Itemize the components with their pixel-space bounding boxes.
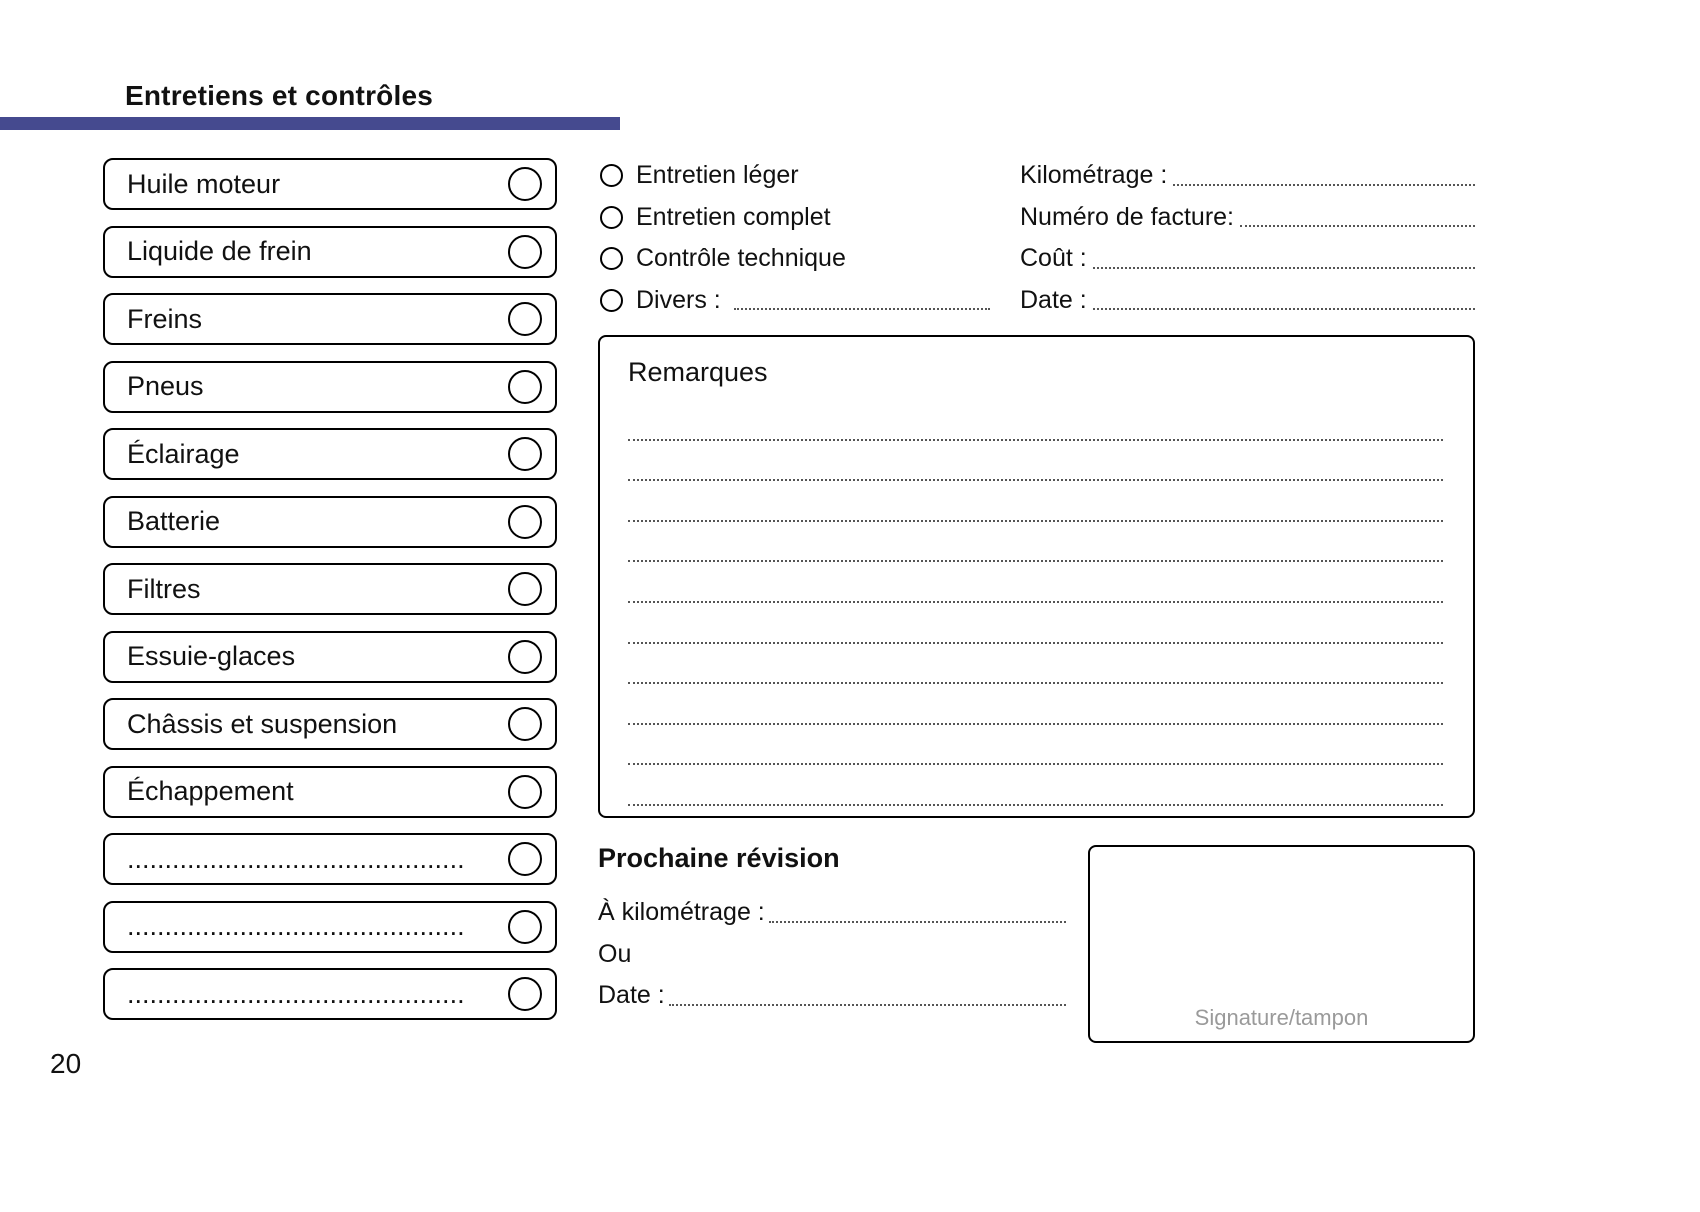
remarks-writing-line[interactable]: [628, 765, 1443, 806]
check-circle[interactable]: [508, 910, 542, 944]
checklist-item-label: .............................................: [127, 911, 465, 941]
checklist-item: [103, 496, 557, 548]
checklist-item: [103, 158, 557, 210]
option-entretien-leger: [600, 155, 990, 197]
option-label: Entretien complet: [636, 202, 831, 231]
remarks-writing-line[interactable]: [628, 603, 1443, 644]
field-date: [1020, 280, 1475, 322]
radio-circle[interactable]: [600, 289, 623, 312]
checklist-item-label: .............................................: [127, 843, 465, 874]
field-next-kilometrage: [598, 892, 1066, 934]
field-label: Kilométrage :: [1020, 161, 1168, 190]
field-label: Numéro de facture:: [1020, 202, 1234, 231]
field-kilometrage: [1020, 155, 1475, 197]
checklist-item-label: Châssis et suspension: [127, 708, 398, 739]
checklist-item: [103, 968, 557, 1020]
title-accent-bar: [0, 117, 620, 130]
option-label: Contrôle technique: [636, 244, 846, 273]
option-entretien-complet: [600, 197, 990, 239]
check-circle[interactable]: [508, 572, 542, 606]
checklist-item: [103, 226, 557, 278]
field-label: À kilométrage :: [598, 898, 765, 927]
option-divers: [600, 280, 990, 322]
checklist-item-label: Freins: [127, 303, 203, 334]
radio-circle[interactable]: [600, 206, 623, 229]
remarks-writing-line[interactable]: [628, 481, 1443, 522]
next-date-input-line[interactable]: [669, 1004, 1066, 1006]
checklist-item-label: Essuie-glaces: [127, 641, 296, 671]
remarks-writing-line[interactable]: [628, 400, 1443, 441]
service-type-options: [600, 155, 990, 321]
next-revision-section: [598, 843, 1066, 1017]
checklist-item: [103, 631, 557, 683]
check-circle[interactable]: [508, 775, 542, 809]
check-circle[interactable]: [508, 437, 542, 471]
checklist-item-label: Pneus: [127, 371, 204, 401]
checklist-item: [103, 361, 557, 413]
page-number: 20: [50, 1048, 82, 1079]
checklist-item-label: Échappement: [127, 776, 294, 806]
field-next-date: [598, 975, 1066, 1017]
inspection-checklist: [103, 158, 557, 1020]
cout-input-line[interactable]: [1093, 267, 1475, 269]
or-label: Ou: [598, 939, 632, 968]
field-cout: [1020, 238, 1475, 280]
date-input-line[interactable]: [1093, 308, 1475, 310]
radio-circle[interactable]: [600, 247, 623, 270]
checklist-item: [103, 428, 557, 480]
or-label-row: [598, 934, 1066, 976]
check-circle[interactable]: [508, 640, 542, 674]
checklist-item: [103, 563, 557, 615]
kilometrage-input-line[interactable]: [1173, 184, 1475, 186]
remarks-writing-line[interactable]: [628, 562, 1443, 603]
checklist-item-label: Filtres: [127, 573, 201, 604]
check-circle[interactable]: [508, 505, 542, 539]
remarks-title: Remarques: [628, 357, 768, 387]
remarks-writing-line[interactable]: [628, 684, 1443, 725]
remarks-writing-line[interactable]: [628, 725, 1443, 766]
option-label: Divers :: [636, 285, 721, 314]
check-circle[interactable]: [508, 167, 542, 201]
checklist-item: [103, 698, 557, 750]
field-label: Date :: [1020, 285, 1087, 314]
remarks-lines: [628, 400, 1443, 806]
remarks-writing-line[interactable]: [628, 644, 1443, 685]
remarks-writing-line[interactable]: [628, 522, 1443, 563]
checklist-item-label: Liquide de frein: [127, 236, 312, 266]
next-revision-title: Prochaine révision: [598, 843, 840, 873]
checklist-item: [103, 901, 557, 953]
signature-box: [1088, 845, 1475, 1043]
option-label: Entretien léger: [636, 161, 799, 190]
checklist-item-label: .............................................: [127, 978, 465, 1009]
check-circle[interactable]: [508, 977, 542, 1011]
option-controle-technique: [600, 238, 990, 280]
checklist-item: [103, 766, 557, 818]
numero-facture-input-line[interactable]: [1240, 225, 1475, 227]
field-label: Coût :: [1020, 244, 1087, 273]
next-kilometrage-input-line[interactable]: [769, 921, 1066, 923]
checklist-item-label: Éclairage: [127, 438, 240, 469]
check-circle[interactable]: [508, 842, 542, 876]
check-circle[interactable]: [508, 370, 542, 404]
checklist-item: [103, 833, 557, 885]
remarks-box: [598, 335, 1475, 818]
page-title: Entretiens et contrôles: [125, 80, 434, 111]
radio-circle[interactable]: [600, 164, 623, 187]
field-numero-facture: [1020, 197, 1475, 239]
check-circle[interactable]: [508, 235, 542, 269]
checklist-item-label: Batterie: [127, 506, 221, 536]
field-label: Date :: [598, 981, 665, 1010]
service-record-fields: [1020, 155, 1475, 321]
checklist-item: [103, 293, 557, 345]
divers-input-line[interactable]: [734, 308, 990, 310]
remarks-writing-line[interactable]: [628, 441, 1443, 482]
checklist-item-label: Huile moteur: [127, 168, 281, 199]
check-circle[interactable]: [508, 707, 542, 741]
signature-label: Signature/tampon: [1194, 1005, 1369, 1030]
check-circle[interactable]: [508, 302, 542, 336]
